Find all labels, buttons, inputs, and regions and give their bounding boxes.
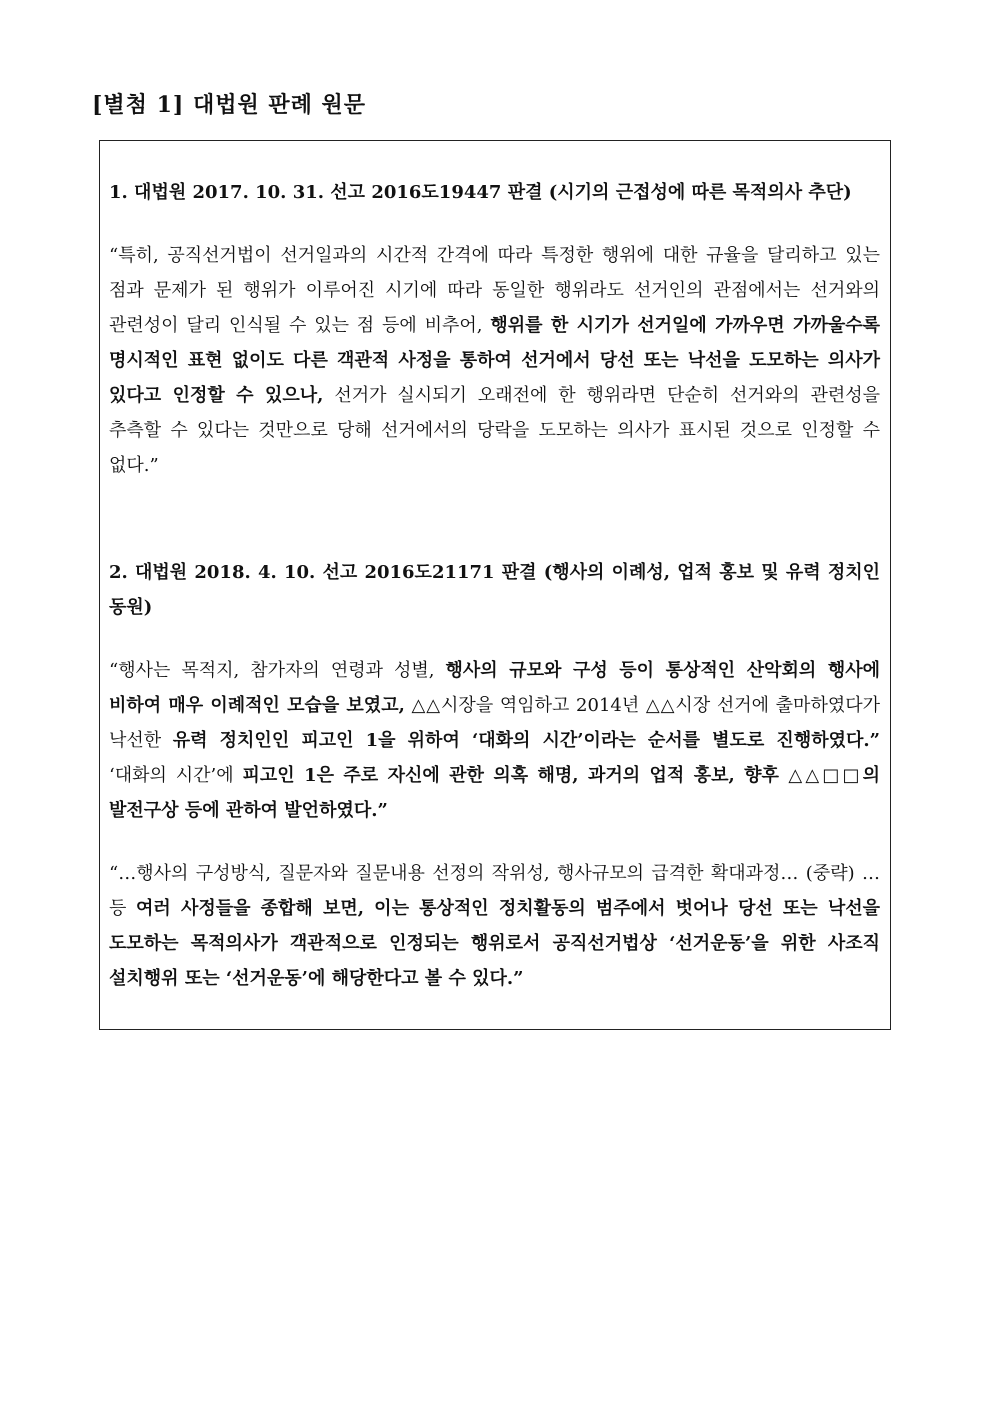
case-title: 2. 대법원 2018. 4. 10. 선고 2016도21171 판결 (행사의 이례성, 업적 홍보 및 유력 정치인 동원) (109, 562, 880, 618)
quote-emphasis: 행사의 규모와 구성 등이 통상적인 산악회의 행사에 비하여 매우 이례적인 모습을 보였고, (109, 660, 880, 716)
quote-text: “행사는 목적지, 참가자의 연령과 성별, (109, 660, 446, 681)
case-quote (109, 653, 880, 828)
quote-emphasis: 유력 정치인인 피고인 1을 위하여 ‘대화의 시간’이라는 순서를 별도로 진행하였다.” (172, 730, 880, 751)
case-quote (109, 238, 880, 483)
quote-text: “…행사의 구성방식, 질문자와 질문내용 선정의 작위성, 행사규모의 급격한 확대과정… (중략) …등 (109, 863, 880, 919)
quote-emphasis: 여러 사정들을 종합해 보면, 이는 통상적인 정치활동의 범주에서 벗어나 당선 또는 낙선을 도모하는 목적의사가 객관적으로 인정되는 행위로서 공직선거법상 ‘선거운동’을 위한 사조직 설치행위 또는 ‘선거운동’에 해당한다고 볼 수 있다.” (109, 898, 880, 989)
precedent-box (99, 140, 891, 1030)
quote-emphasis: 피고인 1은 주로 자신에 관한 의혹 해명, 과거의 업적 홍보, 향후 △△□□의 발전구상 등에 관하여 발언하였다.” (109, 765, 880, 821)
quote-emphasis: 행위를 한 시기가 선거일에 가까우면 가까울수록 명시적인 표현 없이도 다른 객관적 사정을 통하여 선거에서 당선 또는 낙선을 도모하는 의사가 있다고 인정할 수 있으나, (109, 315, 880, 406)
quote-text: “특히, 공직선거법이 선거일과의 시간적 간격에 따라 특정한 행위에 대한 규율을 달리하고 있는 점과 문제가 된 행위가 이루어진 시기에 따라 동일한 행위라도 선거인의 관점에서는 선거와의 관련성이 달리 인식될 수 있는 점 등에 비추어, (109, 245, 880, 336)
quote-text: 선거가 실시되기 오래전에 한 행위라면 단순히 선거와의 관련성을 추측할 수 있다는 것만으로 당해 선거에서의 당락을 도모하는 의사가 표시된 것으로 인정할 수 없다.” (109, 385, 880, 476)
quote-text: △△시장을 역임하고 2014년 △△시장 선거에 출마하였다가 낙선한 (109, 695, 880, 751)
case-title: 1. 대법원 2017. 10. 31. 선고 2016도19447 판결 (시기의 근접성에 따른 목적의사 추단) (109, 182, 852, 203)
page-title: [별첨 1] 대법원 판례 원문 (92, 92, 367, 118)
quote-text: ‘대화의 시간’에 (109, 765, 243, 786)
case-quote (109, 856, 880, 996)
